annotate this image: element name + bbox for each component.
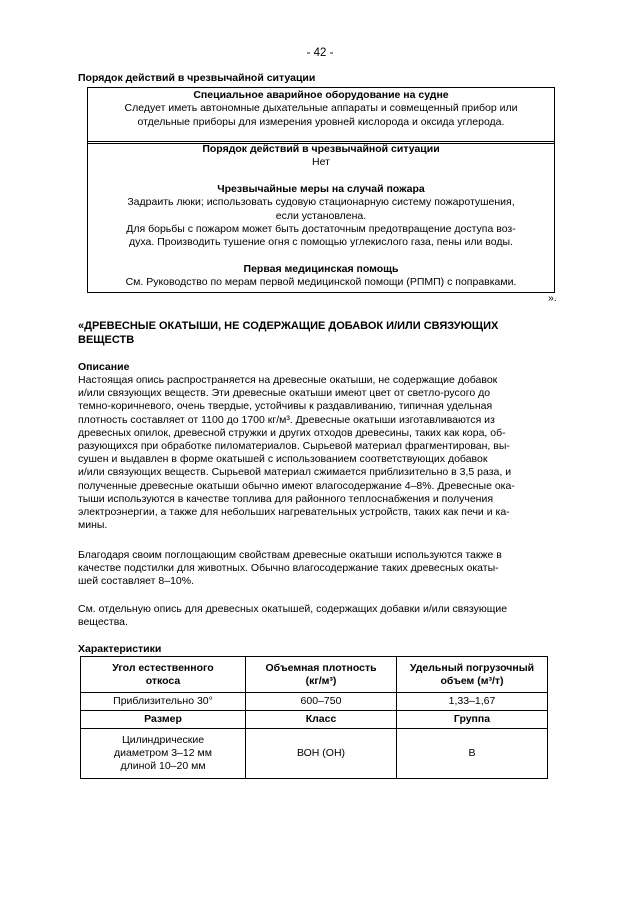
cargo-title (78, 320, 558, 347)
description-line: плотность составляет от 1100 до 1700 кг/м³. Древесные окатыши изготавливаются из (78, 413, 495, 426)
page-number: - 42 - (306, 47, 334, 59)
see-also-paragraph (78, 603, 564, 629)
section-title: Порядок действий в чрезвычайной ситуации (78, 72, 316, 84)
bedding-line: Благодаря своим поглощающим свойствам древесные окатыши используются также в (78, 549, 502, 561)
table-cell: B (397, 729, 548, 779)
description-line: разующихся при обработке пиломатериалов. Сырьевой материал фрагментирован, вы- (78, 440, 510, 453)
table-cell: ВОН (ОН) (246, 729, 397, 779)
see-also-line: вещества. (78, 616, 128, 629)
equipment-box (87, 87, 555, 144)
description-line: мины. (78, 519, 108, 532)
emergency-box (87, 141, 555, 293)
bedding-line: шей составляет 8–10%. (78, 575, 195, 588)
first-aid-text: См. Руководство по мерам первой медицинской помощи (РПМП) с поправками. (125, 276, 517, 289)
equipment-text-line2: отдельные приборы для измерения уровней кислорода и оксида углерода. (137, 115, 505, 128)
description-line: полученные древесные окатыши обычно имеют влагосодержание 4–8%. Древесные ока- (78, 479, 515, 492)
table-cell: Цилиндрические диаметром 3–12 мм длиной 10–20 мм (81, 729, 246, 779)
bedding-line: качестве подстилки для животных. Обычно влагосодержание таких древесных окаты- (78, 562, 499, 575)
description-line: сушен и выдавлен в форме окатышей с использованием соответствующих добавок (78, 453, 488, 466)
table-row (81, 657, 548, 693)
table-cell: 1,33–1,67 (397, 693, 548, 711)
first-aid-heading: Первая медицинская помощь (243, 262, 399, 275)
table-header-cell: Группа (397, 711, 548, 729)
equipment-heading: Специальное аварийное оборудование на судне (193, 89, 449, 101)
description-line: электроэнергии, а также для небольших нагревательных устройств, таких как печи и ка- (78, 506, 510, 519)
description-line: и/или связующих веществ. Эти древесные окатыши имеют цвет от светло-русого до (78, 387, 491, 400)
description-heading: Описание (78, 361, 130, 373)
table-row (81, 711, 548, 729)
description-line: тыши используются в качестве топлива для районного теплоснабжения и получения (78, 492, 494, 505)
cargo-title-line2: ВЕЩЕСТВ (78, 333, 135, 346)
fire-measures-heading: Чрезвычайные меры на случай пожара (217, 182, 425, 195)
equipment-text-line1: Следует иметь автономные дыхательные аппараты и совмещенный прибор или (124, 102, 518, 115)
table-header-cell: Объемная плотность (кг/м³) (246, 657, 397, 693)
see-also-line: См. отдельную опись для древесных окатышей, содержащих добавки и/или связующие (78, 603, 508, 615)
fire-measures-text-line3: Для борьбы с пожаром может быть достаточным предотвращение доступа воз- (126, 223, 516, 236)
cargo-title-line1: «ДРЕВЕСНЫЕ ОКАТЫШИ, НЕ СОДЕРЖАЩИЕ ДОБАВОК И/ИЛИ СВЯЗУЮЩИХ (78, 320, 499, 332)
table-header-cell: Размер (81, 711, 246, 729)
table-header-cell: Класс (246, 711, 397, 729)
description-line: древесных опилок, древесной стружки и других отходов древесины, таких как кора, об- (78, 426, 506, 439)
table-row (81, 729, 548, 779)
fire-measures-text-line1: Задраить люки; использовать судовую стационарную систему пожаротушения, (127, 196, 515, 209)
characteristics-heading: Характеристики (78, 643, 162, 655)
table-cell: 600–750 (246, 693, 397, 711)
closing-quote: ». (548, 292, 557, 304)
fire-measures-text-line4: духа. Производить тушение огня с помощью углекислого газа, пены или воды. (129, 236, 513, 249)
table-cell: Приблизительно 30° (81, 693, 246, 711)
description-line: Настоящая опись распространяется на древесные окатыши, не содержащие добавок (78, 374, 498, 386)
emergency-procedure-heading: Порядок действий в чрезвычайной ситуации (202, 143, 440, 155)
description-line: темно-коричневого, очень твердые, устойчивы к раздавливанию, типичная удельная (78, 400, 493, 413)
table-row (81, 693, 548, 711)
table-header-cell: Угол естественного откоса (81, 657, 246, 693)
bedding-paragraph (78, 549, 564, 589)
description-paragraph (78, 374, 564, 532)
characteristics-table (80, 656, 548, 779)
description-line: и/или связующих веществ. Сырьевой материал сжимается приблизительно в 3,5 раза, и (78, 466, 512, 479)
fire-measures-text-line2: если установлена. (275, 209, 367, 222)
emergency-procedure-text: Нет (312, 156, 330, 169)
table-header-cell: Удельный погрузочный объем (м³/т) (397, 657, 548, 693)
